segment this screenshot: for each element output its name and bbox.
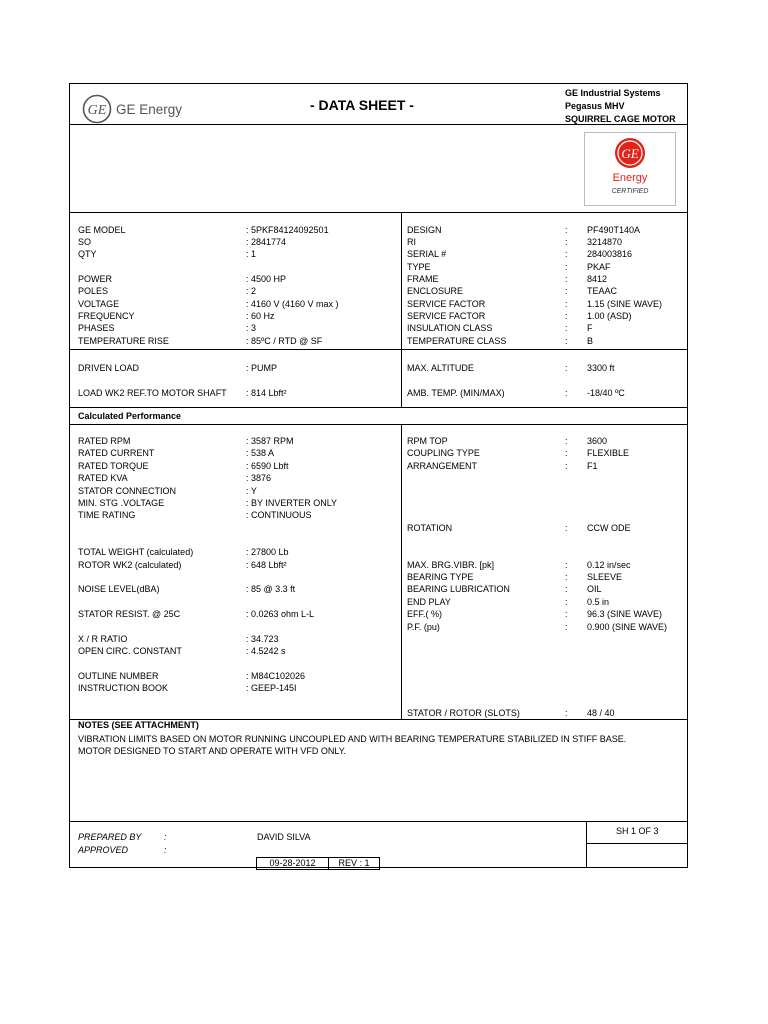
spec-value: : 4160 V (4160 V max ) (246, 299, 339, 309)
divider (70, 212, 687, 213)
spec-colon: : (565, 523, 568, 533)
spec-value: 8412 (587, 274, 608, 284)
spec-label: RATED RPM (78, 436, 131, 446)
spec-value: TEAAC (587, 286, 618, 296)
spec-value: : GEEP-145I (246, 683, 297, 693)
spec-label: POWER (78, 274, 113, 284)
spec-label: SERVICE FACTOR (407, 311, 486, 321)
column-divider (401, 212, 402, 349)
spec-label: VOLTAGE (78, 299, 120, 309)
note-line: MOTOR DESIGNED TO START AND OPERATE WITH VFD ONLY. (78, 746, 347, 756)
column-divider (401, 424, 402, 719)
spec-value: : Y (246, 486, 257, 496)
spec-value: : 5PKF84124092501 (246, 225, 329, 235)
page-title: - DATA SHEET - (310, 97, 414, 113)
certified-badge (584, 132, 676, 206)
spec-label: P.F. (pu) (407, 622, 440, 632)
spec-value: : 34.723 (246, 634, 279, 644)
revision-box: REV : 1 (328, 857, 380, 870)
column-divider (401, 349, 402, 407)
spec-label: MAX. BRG.VIBR. [pk] (407, 560, 495, 570)
divider (586, 843, 687, 844)
footer-colon: : (164, 845, 167, 855)
spec-colon: : (565, 597, 568, 607)
spec-colon: : (565, 225, 568, 235)
spec-value: : 3587 RPM (246, 436, 294, 446)
spec-label: COUPLING TYPE (407, 448, 480, 458)
spec-value: : BY INVERTER ONLY (246, 498, 338, 508)
spec-colon: : (565, 572, 568, 582)
spec-value: : 814 Lbft² (246, 388, 287, 398)
spec-colon: : (565, 609, 568, 619)
spec-colon: : (565, 262, 568, 272)
spec-label: TEMPERATURE CLASS (407, 336, 507, 346)
spec-value: 0.12 in/sec (587, 560, 631, 570)
spec-colon: : (565, 311, 568, 321)
spec-label: FREQUENCY (78, 311, 135, 321)
spec-label: OUTLINE NUMBER (78, 671, 159, 681)
spec-colon: : (565, 286, 568, 296)
svg-text:CERTIFIED: CERTIFIED (611, 188, 649, 195)
energy-certified-icon (585, 133, 675, 205)
spec-value: CCW ODE (587, 523, 631, 533)
approved-label: APPROVED (78, 845, 129, 855)
spec-colon: : (565, 708, 568, 718)
spec-value: 284003816 (587, 249, 633, 259)
spec-label: INSULATION CLASS (407, 323, 493, 333)
spec-value: : 648 Lbft² (246, 560, 287, 570)
spec-label: QTY (78, 249, 97, 259)
spec-value: 48 / 40 (587, 708, 615, 718)
spec-label: PHASES (78, 323, 115, 333)
divider (70, 821, 687, 822)
spec-value: : 3876 (246, 473, 272, 483)
spec-value: F1 (587, 461, 598, 471)
company-line: Pegasus MHV (565, 101, 625, 111)
spec-colon: : (565, 336, 568, 346)
divider (70, 349, 687, 350)
spec-label: STATOR RESIST. @ 25C (78, 609, 181, 619)
spec-value: 3300 ft (587, 363, 615, 373)
spec-label: AMB. TEMP. (MIN/MAX) (407, 388, 505, 398)
spec-label: RI (407, 237, 416, 247)
spec-colon: : (565, 448, 568, 458)
spec-value: 3600 (587, 436, 608, 446)
data-sheet (69, 83, 688, 868)
spec-colon: : (565, 560, 568, 570)
spec-value: : 27800 Lb (246, 547, 289, 557)
spec-value: : 6590 Lbft (246, 461, 289, 471)
spec-value: F (587, 323, 593, 333)
spec-label: RATED TORQUE (78, 461, 149, 471)
spec-value: 3214870 (587, 237, 623, 247)
spec-value: OIL (587, 584, 602, 594)
spec-label: EFF.( %) (407, 609, 442, 619)
spec-value: B (587, 336, 594, 346)
spec-value: : PUMP (246, 363, 278, 373)
column-divider (586, 821, 587, 867)
sheet-number: SH 1 OF 3 (616, 826, 659, 836)
spec-value: SLEEVE (587, 572, 623, 582)
divider (70, 407, 687, 408)
notes-heading: NOTES (SEE ATTACHMENT) (78, 720, 199, 730)
spec-value: 0.900 (SINE WAVE) (587, 622, 668, 632)
spec-label: ROTATION (407, 523, 453, 533)
note-line: VIBRATION LIMITS BASED ON MOTOR RUNNING UNCOUPLED AND WITH BEARING TEMPERATURE STABILIZED IN STIFF BASE. (78, 734, 627, 744)
spec-colon: : (565, 363, 568, 373)
spec-label: INSTRUCTION BOOK (78, 683, 169, 693)
spec-label: TOTAL WEIGHT (calculated) (78, 547, 194, 557)
spec-label: GE MODEL (78, 225, 126, 235)
spec-colon: : (565, 299, 568, 309)
spec-value: : 2841774 (246, 237, 287, 247)
spec-value: 0.5 in (587, 597, 610, 607)
spec-label: BEARING LUBRICATION (407, 584, 510, 594)
spec-colon: : (565, 461, 568, 471)
prepared-by-label: PREPARED BY (78, 832, 142, 842)
spec-value: 1.15 (SINE WAVE) (587, 299, 663, 309)
spec-label: DRIVEN LOAD (78, 363, 140, 373)
spec-value: : CONTINUOUS (246, 510, 312, 520)
spec-label: STATOR CONNECTION (78, 486, 177, 496)
spec-value: : 85 @ 3.3 ft (246, 584, 296, 594)
spec-label: RPM TOP (407, 436, 448, 446)
spec-label: ARRANGEMENT (407, 461, 478, 471)
spec-label: OPEN CIRC. CONSTANT (78, 646, 182, 656)
spec-label: BEARING TYPE (407, 572, 474, 582)
spec-value: : M84C102026 (246, 671, 306, 681)
spec-label: SERVICE FACTOR (407, 299, 486, 309)
spec-label: ENCLOSURE (407, 286, 464, 296)
spec-label: SO (78, 237, 92, 247)
divider (70, 424, 687, 425)
spec-label: DESIGN (407, 225, 442, 235)
spec-colon: : (565, 274, 568, 284)
spec-label: RATED KVA (78, 473, 128, 483)
preparer-name: DAVID SILVA (257, 832, 311, 842)
spec-label: LOAD WK2 REF.TO MOTOR SHAFT (78, 388, 227, 398)
ge-energy-logo (82, 94, 202, 124)
spec-colon: : (565, 237, 568, 247)
spec-label: SERIAL # (407, 249, 447, 259)
spec-label: TEMPERATURE RISE (78, 336, 169, 346)
spec-colon: : (565, 323, 568, 333)
spec-value: PKAF (587, 262, 611, 272)
spec-label: NOISE LEVEL(dBA) (78, 584, 160, 594)
spec-value: PF490T140A (587, 225, 641, 235)
company-line: GE Industrial Systems (565, 88, 661, 98)
spec-value: : 0.0263 ohm L-L (246, 609, 315, 619)
spec-value: : 3 (246, 323, 257, 333)
spec-colon: : (565, 388, 568, 398)
spec-colon: : (565, 436, 568, 446)
footer-colon: : (164, 832, 167, 842)
spec-colon: : (565, 249, 568, 259)
spec-value: : 2 (246, 286, 257, 296)
spec-label: MIN. STG .VOLTAGE (78, 498, 165, 508)
spec-label: STATOR / ROTOR (SLOTS) (407, 708, 520, 718)
spec-value: : 538 A (246, 448, 275, 458)
svg-text:Energy: Energy (612, 172, 648, 184)
spec-value: : 60 Hz (246, 311, 275, 321)
spec-value: 96.3 (SINE WAVE) (587, 609, 663, 619)
spec-value: : 85ºC / RTD @ SF (246, 336, 323, 346)
spec-colon: : (565, 584, 568, 594)
svg-text:GE: GE (87, 103, 107, 118)
svg-text:GE: GE (621, 146, 639, 161)
spec-label: X / R RATIO (78, 634, 128, 644)
spec-label: TIME RATING (78, 510, 136, 520)
date-box: 09-28-2012 (256, 857, 329, 870)
spec-label: ROTOR WK2 (calculated) (78, 560, 182, 570)
spec-value: : 1 (246, 249, 257, 259)
spec-label: TYPE (407, 262, 431, 272)
spec-value: FLEXIBLE (587, 448, 630, 458)
spec-label: RATED CURRENT (78, 448, 155, 458)
brand-text: GE Energy (116, 102, 183, 117)
company-line: SQUIRREL CAGE MOTOR (565, 114, 676, 124)
divider (70, 124, 687, 125)
spec-value: : 4500 HP (246, 274, 287, 284)
spec-value: : 4.5242 s (246, 646, 286, 656)
spec-label: END PLAY (407, 597, 451, 607)
section-heading: Calculated Performance (78, 411, 182, 421)
spec-value: 1.00 (ASD) (587, 311, 632, 321)
spec-colon: : (565, 622, 568, 632)
spec-label: MAX. ALTITUDE (407, 363, 474, 373)
spec-value: -18/40 ºC (587, 388, 625, 398)
spec-label: POLES (78, 286, 109, 296)
spec-label: FRAME (407, 274, 439, 284)
